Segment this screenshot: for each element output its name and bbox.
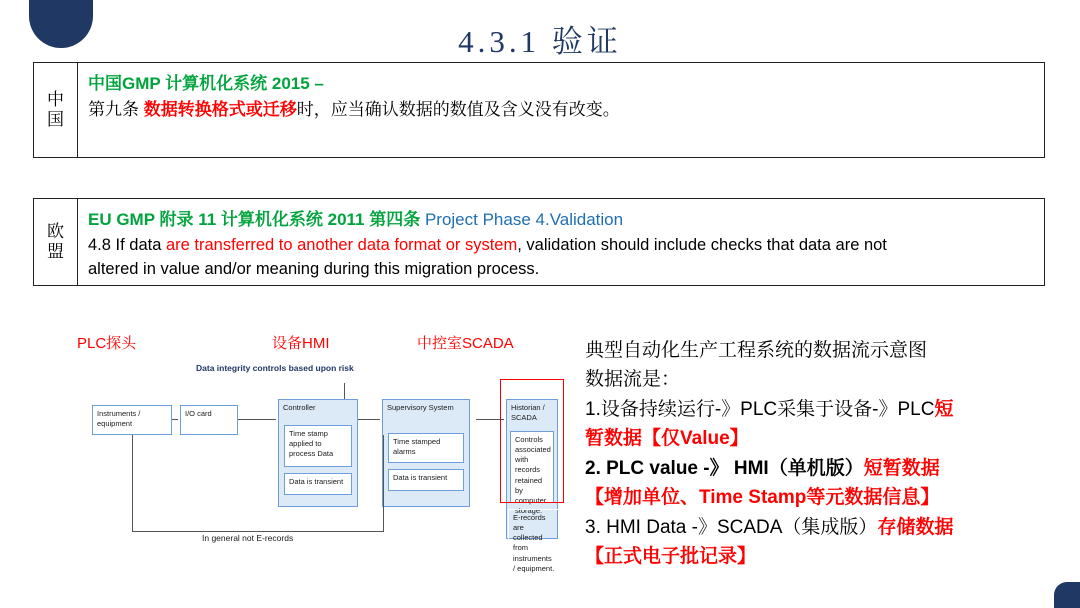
explanation-line-2: 数据流是： <box>585 369 681 391</box>
decorative-corner-accent <box>1054 582 1080 608</box>
diagram-box-historian-label: Historian / SCADA <box>511 403 545 423</box>
eu-tag-line2: 盟 <box>47 242 64 261</box>
explanation-line-3 <box>585 395 1065 424</box>
diagram-box-io-card: I/O card <box>180 405 238 435</box>
eu-line2-part1: 4.8 If data <box>88 235 166 254</box>
china-heading-line <box>88 71 1034 97</box>
eu-tag <box>34 199 78 285</box>
explanation-line-7b: 存储数据 <box>877 516 954 538</box>
eu-heading-blue: Project Phase 4.Validation <box>424 210 624 229</box>
china-body-part2: 时，应当确认数据的数值及含义没有改变。 <box>296 100 620 120</box>
connector-controller-supervisory <box>358 419 380 420</box>
eu-heading-green: EU GMP 附录 11 计算机化系统 2011 第四条 <box>88 210 425 229</box>
eu-line-3 <box>88 257 1034 282</box>
diagram-bottom-bracket <box>132 435 384 532</box>
explanation-line-7 <box>585 513 1065 542</box>
eu-line-2 <box>88 233 1034 258</box>
page-title: 4.3.1 验证 <box>458 24 622 59</box>
explanation-line-3a: 1.设备持续运行-》PLC采集于设备-》PLC <box>585 398 935 420</box>
eu-line2-part2: , validation should include checks that data are not <box>517 235 887 254</box>
eu-line3: altered in value and/or meaning during this migration process. <box>88 260 540 279</box>
explanation-line-5b: 短暂数据 <box>863 457 940 479</box>
china-body-highlight: 数据转换格式或迁移 <box>143 100 297 120</box>
china-regulation-box <box>33 62 1045 158</box>
china-body-part1: 第九条 <box>88 100 144 120</box>
explanation-line-6: 【增加单位、Time Stamp等元数据信息】 <box>585 487 940 509</box>
diagram-highlight-scada <box>500 379 564 503</box>
eu-heading-line <box>88 207 1034 233</box>
diagram-box-supervisory-label: Supervisory System <box>387 403 454 412</box>
china-heading: 中国GMP 计算机化系统 2015 – <box>88 74 324 93</box>
diagram-label-plc: PLC探头 <box>77 335 137 352</box>
data-flow-diagram <box>47 330 567 573</box>
eu-body <box>78 199 1044 285</box>
diagram-box-time-stamped-alarms: Time stamped alarms <box>388 433 464 463</box>
diagram-box-controls-associated: Controls associated with records retained by computer storage. <box>510 431 554 503</box>
diagram-box-data-transient-controller: Data is transient <box>284 473 352 495</box>
diagram-box-time-stamp-applied: Time stamp applied to process Data <box>284 425 352 467</box>
eu-regulation-box <box>33 198 1045 286</box>
explanation-line-1: 典型自动化生产工程系统的数据流示意图 <box>585 340 928 361</box>
china-body-line <box>88 97 1034 123</box>
explanation-line-5 <box>585 454 1065 483</box>
eu-line2-highlight: are transferred to another data format or system <box>165 235 518 254</box>
diagram-box-instruments: Instruments / equipment <box>92 405 172 435</box>
diagram-frame <box>55 360 557 573</box>
connector-io-controller <box>238 419 276 420</box>
explanation-line-3b: 短 <box>934 398 954 420</box>
china-body <box>78 63 1044 157</box>
explanation-line-7a: 3. HMI Data -》SCADA（集成版） <box>585 516 878 538</box>
china-tag-line1: 中 <box>47 90 64 110</box>
diagram-box-data-transient-supervisory: Data is transient <box>388 469 464 491</box>
diagram-label-hmi: 设备HMI <box>272 335 330 352</box>
explanation-line-4: 暂数据【仅Value】 <box>585 428 749 450</box>
diagram-box-controller-label: Controller <box>283 403 316 412</box>
diagram-caption: Data integrity controls based upon risk <box>196 363 354 373</box>
diagram-footnote-left: In general not E-records <box>202 533 294 543</box>
diagram-footnote-right: E-records are collected from instruments / equipment. <box>508 509 560 543</box>
explanation-line-8: 【正式电子批记录】 <box>585 546 757 568</box>
explanation-line-5a: 2. PLC value -》 HMI（单机版） <box>585 457 864 479</box>
explanation-text <box>585 336 1065 572</box>
eu-tag-line1: 欧 <box>47 222 64 242</box>
china-tag-line2: 国 <box>47 110 64 129</box>
china-tag <box>34 63 78 157</box>
diagram-label-scada: 中控室SCADA <box>417 335 514 352</box>
